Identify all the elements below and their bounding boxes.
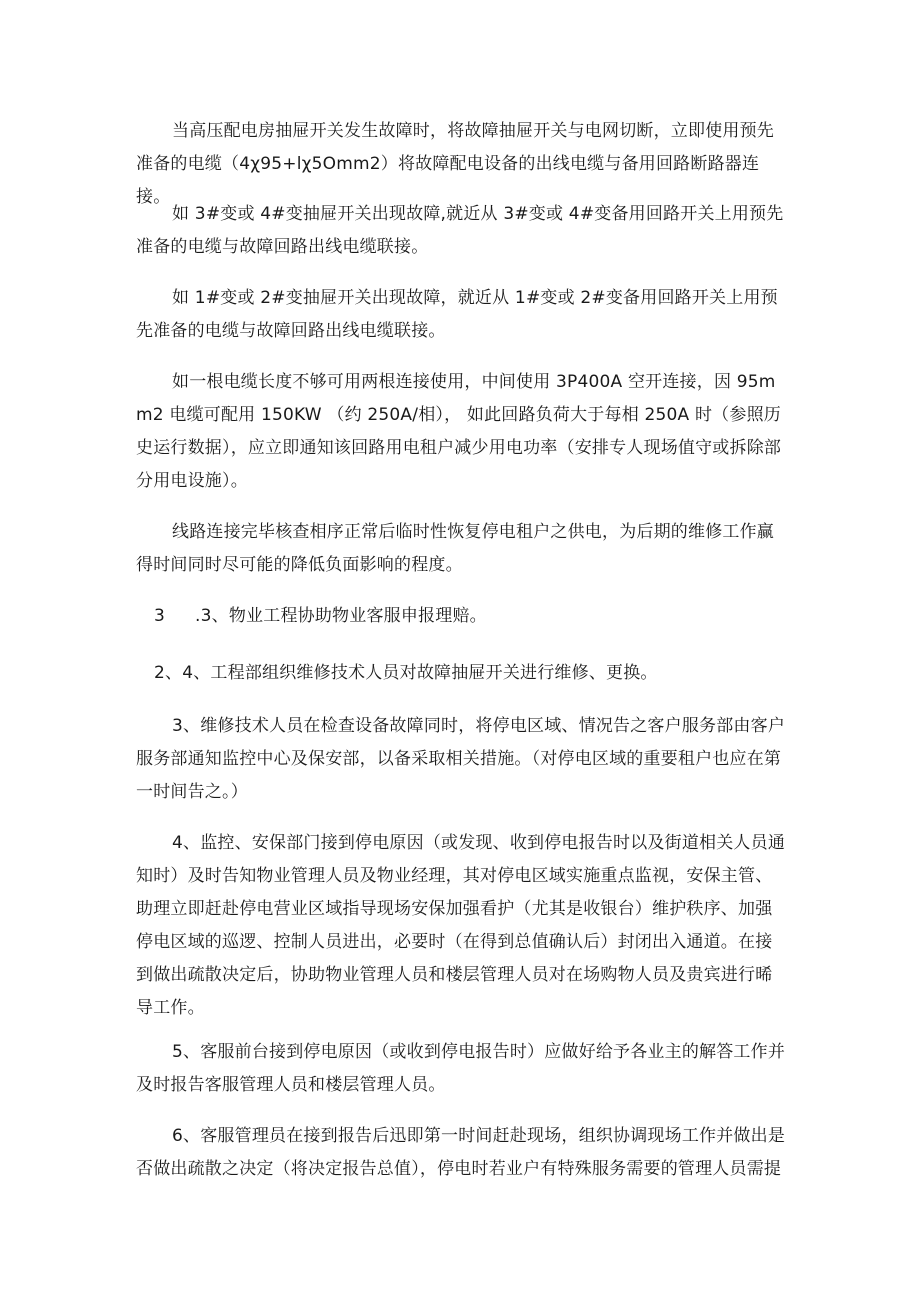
paragraph-cable-length: 如一根电缆长度不够可用两根连接使用，中间使用 3P400A 空开连接，因 95mm2 电缆可配用 150KW （约 250A/相）， 如此回路负荷大于每相 250A 时（参照历史运行数据），应立即通知该回路用电租户减少用电功率（安排专人现场值守或拆除部分用电设施）。 xyxy=(136,372,782,491)
list-item-4: 4、监控、安保部门接到停电原因（或发现、收到停电报告时以及街道相关人员通知时）及时告知物业管理人员及物业经理，其对停电区域实施重点监视，安保主管、助理立即赶赴停电营业区域指导现场安保加强看护（尤其是收银台）维护秩序、加强停电区域的巡逻、控制人员进出，必要时（在得到总值确认后）封闭出入通道。在接到做出疏散决定后，协助物业管理人员和楼层管理人员对在场购物人员及贵宾进行晞导工作。 xyxy=(136,833,786,1018)
paragraph-transformer-3-4: 如 3#变或 4#变抽屉开关出现故障,就近从 3#变或 4#变备用回路开关上用预先准备的电缆与故障回路出线电缆联接。 xyxy=(136,204,784,257)
list-item-6: 6、客服管理员在接到报告后迅即第一时间赶赴现场，组织协调现场工作并做出是否做出疏散之决定（将决定报告总值），停电时若业户有特殊服务需要的管理人员需提 xyxy=(136,1126,786,1179)
list-item-3-3-number: 3 xyxy=(154,606,166,626)
list-item-2-4: 2、4、工程部组织维修技术人员对故障抽屉开关进行维修、更换。 xyxy=(154,663,658,683)
list-item-3-3 xyxy=(154,600,487,633)
paragraph-phase-check: 线路连接完毕核查相序正常后临时性恢复停电租户之供电，为后期的维修工作赢得时间同时尽可能的降低负面影响的程度。 xyxy=(136,522,774,575)
paragraph-transformer-1-2: 如 1#变或 2#变抽屉开关出现故障，就近从 1#变或 2#变备用回路开关上用预先准备的电缆与故障回路出线电缆联接。 xyxy=(136,288,778,341)
paragraph-drawer-switch-fault: 当高压配电房抽屉开关发生故障时，将故障抽屉开关与电网切断，立即使用预先准备的电缆（4χ95+lχ5Omm2）将故障配电设备的出线电缆与备用回路断路器连接。 xyxy=(136,121,774,207)
list-item-3: 3、维修技术人员在检查设备故障同时，将停电区域、情况告之客户服务部由客户服务部通知监控中心及保安部，以备采取相关措施。（对停电区域的重要租户也应在第一时间告之。） xyxy=(136,716,786,802)
list-item-3-3-text: .3、物业工程协助物业客服申报理赔。 xyxy=(195,606,487,626)
list-item-5: 5、客服前台接到停电原因（或收到停电报告时）应做好给予各业主的解答工作并及时报告客服管理人员和楼层管理人员。 xyxy=(136,1042,786,1095)
